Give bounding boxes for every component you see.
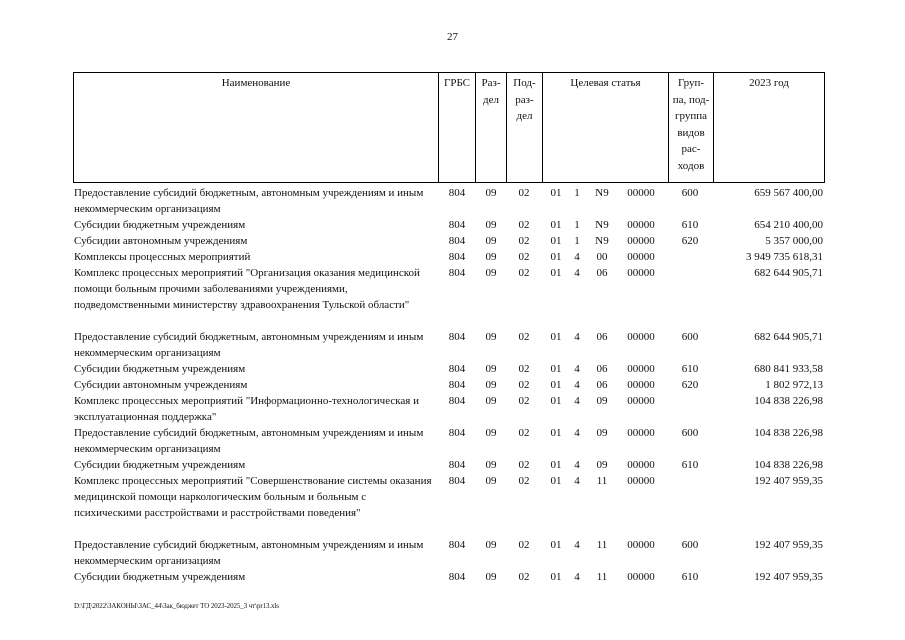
row-amount: 3 949 735 618,31	[746, 251, 823, 263]
row-target-3: 11	[596, 539, 608, 551]
row-razdel: 09	[485, 363, 497, 375]
row-target-3: 11	[596, 571, 608, 583]
row-name: Комплекс процессных мероприятий "Совершенствование системы оказания медицинской помощи наркологическим больным и больным с психическими расстройствами и расстройствами поведения"	[74, 475, 432, 519]
budget-table-body	[0, 185, 905, 585]
row-amount: 680 841 933,58	[754, 363, 823, 375]
table-row	[0, 393, 905, 425]
row-podrazdel: 02	[518, 331, 530, 343]
row-podrazdel: 02	[518, 571, 530, 583]
row-razdel: 09	[485, 427, 497, 439]
row-name: Субсидии автономным учреждениям	[74, 379, 248, 391]
row-razdel: 09	[485, 571, 497, 583]
row-name: Субсидии автономным учреждениям	[74, 235, 248, 247]
row-target-4: 00000	[627, 363, 655, 375]
row-target-2: 4	[574, 251, 580, 263]
table-row	[0, 361, 905, 377]
row-grbs: 804	[448, 395, 466, 407]
row-razdel: 09	[485, 235, 497, 247]
row-amount: 192 407 959,35	[754, 571, 823, 583]
row-target-2: 4	[574, 363, 580, 375]
row-expense-group: 600	[681, 331, 699, 343]
row-target-1: 01	[550, 379, 562, 391]
table-row	[0, 377, 905, 393]
row-podrazdel: 02	[518, 363, 530, 375]
row-target-2: 4	[574, 331, 580, 343]
row-target-1: 01	[550, 475, 562, 487]
row-grbs: 804	[448, 379, 466, 391]
row-name: Субсидии бюджетным учреждениям	[74, 459, 246, 471]
row-name: Субсидии бюджетным учреждениям	[74, 571, 246, 583]
row-target-4: 00000	[627, 539, 655, 551]
row-grbs: 804	[448, 571, 466, 583]
row-target-2: 4	[574, 267, 580, 279]
table-row	[0, 233, 905, 249]
row-expense-group: 610	[681, 459, 699, 471]
row-expense-group: 620	[681, 379, 699, 391]
row-razdel: 09	[485, 539, 497, 551]
row-target-2: 4	[574, 395, 580, 407]
row-amount: 104 838 226,98	[754, 459, 823, 471]
row-target-1: 01	[550, 331, 562, 343]
row-target-2: 1	[574, 235, 580, 247]
row-podrazdel: 02	[518, 459, 530, 471]
row-amount: 654 210 400,00	[754, 219, 823, 231]
row-expense-group: 610	[681, 219, 699, 231]
row-target-1: 01	[550, 251, 562, 263]
row-target-3: 00	[596, 251, 608, 263]
row-razdel: 09	[485, 187, 497, 199]
row-amount: 682 644 905,71	[754, 331, 823, 343]
row-target-4: 00000	[627, 251, 655, 263]
row-target-3: 06	[596, 379, 608, 391]
row-amount: 104 838 226,98	[754, 395, 823, 407]
row-razdel: 09	[485, 395, 497, 407]
row-target-2: 1	[574, 187, 580, 199]
row-name: Комплексы процессных мероприятий	[74, 251, 251, 263]
row-name: Субсидии бюджетным учреждениям	[74, 363, 246, 375]
row-target-4: 00000	[627, 427, 655, 439]
table-row	[0, 329, 905, 361]
row-podrazdel: 02	[518, 379, 530, 391]
row-razdel: 09	[485, 267, 497, 279]
row-target-3: 09	[596, 395, 608, 407]
row-target-1: 01	[550, 539, 562, 551]
row-razdel: 09	[485, 379, 497, 391]
row-razdel: 09	[485, 331, 497, 343]
row-target-2: 4	[574, 571, 580, 583]
row-target-1: 01	[550, 571, 562, 583]
table-row	[0, 185, 905, 217]
row-podrazdel: 02	[518, 427, 530, 439]
header-target-article: Целевая статья	[542, 72, 668, 183]
row-target-2: 4	[574, 427, 580, 439]
row-podrazdel: 02	[518, 395, 530, 407]
header-year: 2023 год	[713, 72, 825, 183]
row-grbs: 804	[448, 459, 466, 471]
table-row	[0, 217, 905, 233]
row-name: Комплекс процессных мероприятий "Информационно-технологическая и эксплуатационная поддержка"	[74, 395, 419, 423]
row-target-1: 01	[550, 187, 562, 199]
row-expense-group: 600	[681, 187, 699, 199]
row-target-4: 00000	[627, 235, 655, 247]
row-target-3: 06	[596, 331, 608, 343]
row-target-3: 06	[596, 267, 608, 279]
row-amount: 192 407 959,35	[754, 539, 823, 551]
table-row	[0, 265, 905, 329]
row-target-4: 00000	[627, 395, 655, 407]
row-target-3: 06	[596, 363, 608, 375]
row-target-1: 01	[550, 235, 562, 247]
header-name: Наименование	[73, 72, 438, 183]
row-target-1: 01	[550, 459, 562, 471]
row-expense-group: 600	[681, 539, 699, 551]
row-amount: 659 567 400,00	[754, 187, 823, 199]
row-target-3: 09	[596, 427, 608, 439]
row-target-2: 1	[574, 219, 580, 231]
row-target-3: 09	[596, 459, 608, 471]
row-expense-group: 600	[681, 427, 699, 439]
row-podrazdel: 02	[518, 187, 530, 199]
row-target-3: N9	[595, 219, 609, 231]
row-target-1: 01	[550, 267, 562, 279]
row-target-1: 01	[550, 427, 562, 439]
row-target-2: 4	[574, 539, 580, 551]
row-amount: 5 357 000,00	[765, 235, 823, 247]
header-grbs: ГРБС	[438, 72, 475, 183]
row-grbs: 804	[448, 267, 466, 279]
row-target-4: 00000	[627, 459, 655, 471]
row-amount: 192 407 959,35	[754, 475, 823, 487]
row-expense-group: 610	[681, 363, 699, 375]
row-grbs: 804	[448, 251, 466, 263]
row-razdel: 09	[485, 251, 497, 263]
row-podrazdel: 02	[518, 539, 530, 551]
table-row	[0, 569, 905, 585]
row-target-4: 00000	[627, 475, 655, 487]
table-row	[0, 473, 905, 537]
row-podrazdel: 02	[518, 219, 530, 231]
row-target-1: 01	[550, 363, 562, 375]
row-target-3: 11	[596, 475, 608, 487]
row-expense-group: 610	[681, 571, 699, 583]
header-podrazdel: Под- раз- дел	[506, 72, 542, 183]
row-amount: 1 802 972,13	[765, 379, 823, 391]
row-target-3: N9	[595, 187, 609, 199]
row-grbs: 804	[448, 331, 466, 343]
row-grbs: 804	[448, 235, 466, 247]
row-target-4: 00000	[627, 379, 655, 391]
table-row	[0, 425, 905, 457]
row-amount: 682 644 905,71	[754, 267, 823, 279]
row-razdel: 09	[485, 459, 497, 471]
row-target-2: 4	[574, 475, 580, 487]
row-podrazdel: 02	[518, 251, 530, 263]
row-name: Субсидии бюджетным учреждениям	[74, 219, 246, 231]
page-number: 27	[447, 31, 458, 43]
row-target-2: 4	[574, 459, 580, 471]
row-podrazdel: 02	[518, 475, 530, 487]
row-name: Комплекс процессных мероприятий "Организация оказания медицинской помощи больным прочими заболеваниями учреждениями, подведомственными министерству здравоохранения Тульской области"	[74, 267, 420, 311]
row-target-4: 00000	[627, 267, 655, 279]
header-razdel: Раз- дел	[475, 72, 506, 183]
row-name: Предоставление субсидий бюджетным, автономным учреждениям и иным некоммерческим организациям	[74, 427, 424, 455]
row-podrazdel: 02	[518, 267, 530, 279]
table-row	[0, 457, 905, 473]
table-row	[0, 249, 905, 265]
row-target-1: 01	[550, 219, 562, 231]
row-razdel: 09	[485, 475, 497, 487]
row-target-1: 01	[550, 395, 562, 407]
header-expense-group: Груп- па, под- группа видов рас- ходов	[668, 72, 713, 183]
row-name: Предоставление субсидий бюджетным, автономным учреждениям и иным некоммерческим организациям	[74, 187, 424, 215]
row-grbs: 804	[448, 363, 466, 375]
row-grbs: 804	[448, 187, 466, 199]
row-target-2: 4	[574, 379, 580, 391]
row-amount: 104 838 226,98	[754, 427, 823, 439]
row-grbs: 804	[448, 427, 466, 439]
row-podrazdel: 02	[518, 235, 530, 247]
row-name: Предоставление субсидий бюджетным, автономным учреждениям и иным некоммерческим организациям	[74, 331, 424, 359]
row-name: Предоставление субсидий бюджетным, автономным учреждениям и иным некоммерческим организациям	[74, 539, 424, 567]
row-target-4: 00000	[627, 187, 655, 199]
row-target-4: 00000	[627, 219, 655, 231]
file-path-footer: D:\ГД\2022\ЗАКОНЫ\ЗАС_44\Зак_бюджет ТО 2023-2025_3 чт\pr13.xls	[74, 602, 279, 610]
row-grbs: 804	[448, 539, 466, 551]
row-target-3: N9	[595, 235, 609, 247]
row-target-4: 00000	[627, 331, 655, 343]
table-row	[0, 537, 905, 569]
row-grbs: 804	[448, 219, 466, 231]
row-expense-group: 620	[681, 235, 699, 247]
row-razdel: 09	[485, 219, 497, 231]
row-grbs: 804	[448, 475, 466, 487]
row-target-4: 00000	[627, 571, 655, 583]
